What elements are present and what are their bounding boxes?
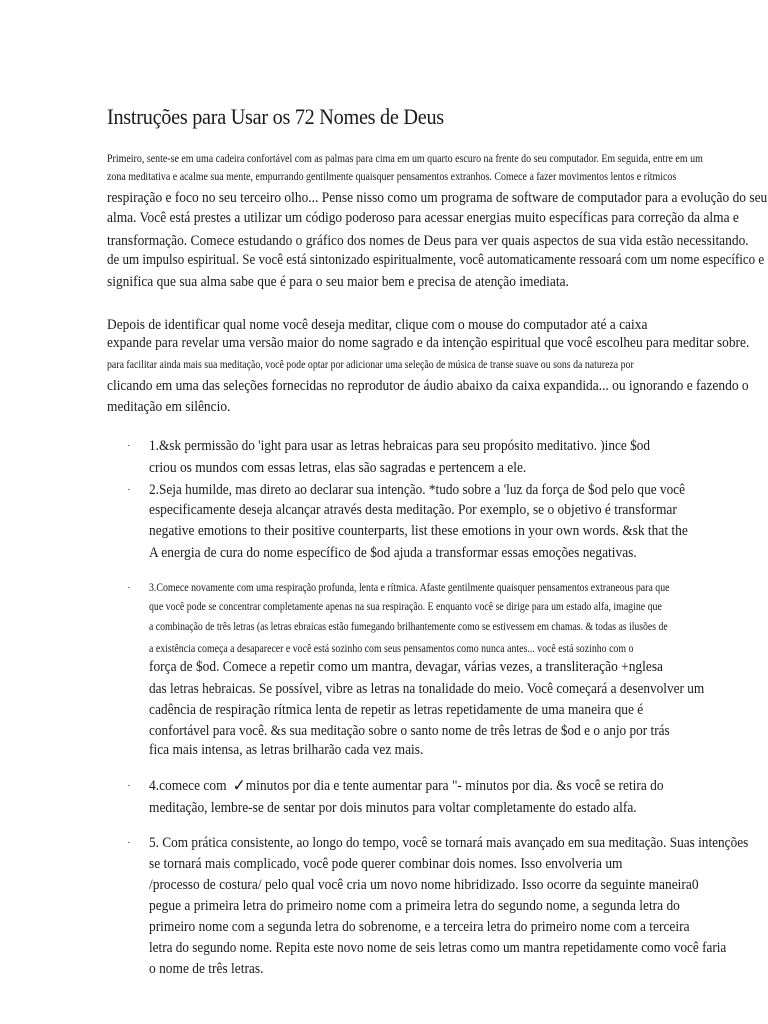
list-item-text: o nome de três letras. xyxy=(149,961,264,977)
text-line: respiração e foco no seu terceiro olho... Pense nisso como um programa de software de computador para a evolução do seu xyxy=(107,190,768,206)
list-item-text xyxy=(149,777,664,795)
list-item-text-part: minutos por dia e tente aumentar para "- minutos por dia. &s você se retira do xyxy=(245,778,664,794)
list-item-text-part: 4.comece com xyxy=(149,778,227,794)
list-item-text: /processo de costura/ pelo qual você cria um novo nome hibridizado. Isso ocorre da seguinte maneira0 xyxy=(149,877,699,893)
text-line: Depois de identificar qual nome você deseja meditar, clique com o mouse do computador até a caixa xyxy=(107,317,648,333)
list-bullet: · xyxy=(127,484,131,496)
text-line: clicando em uma das seleções fornecidas no reprodutor de áudio abaixo da caixa expandida... ou ignorando e fazendo o xyxy=(107,378,749,394)
list-item-text: 1.&sk permissão do 'ight para usar as letras hebraicas para seu propósito meditativo. )ince $od xyxy=(149,438,651,454)
list-item-text: cadência de respiração rítmica lenta de repetir as letras repetidamente de uma maneira que é xyxy=(149,702,644,718)
list-item-text: confortável para você. &s sua meditação sobre o santo nome de três letras de $od e o anjo por trás xyxy=(149,723,670,739)
list-item-text: que você pode se concentrar completamente apenas na sua respiração. E enquanto você se dirige para um estado alfa, imagine que xyxy=(149,601,662,613)
list-item-text: especificamente deseja alcançar através desta meditação. Por exemplo, se o objetivo é transformar xyxy=(149,502,677,518)
list-item-text: 3.Comece novamente com uma respiração profunda, lenta e rítmica. Afaste gentilmente quaisquer pensamentos extraneous para que xyxy=(149,582,670,594)
list-item-text: das letras hebraicas. Se possível, vibre as letras na tonalidade do meio. Você começará a desenvolver um xyxy=(149,681,705,697)
text-line: de um impulso espiritual. Se você está sintonizado espiritualmente, você automaticamente ressoará com um nome específico e xyxy=(107,252,765,268)
list-bullet: · xyxy=(127,582,131,594)
page-title: Instruções para Usar os 72 Nomes de Deus xyxy=(107,104,444,129)
text-line: significa que sua alma sabe que é para o seu maior bem e precisa de atenção imediata. xyxy=(107,274,569,290)
list-bullet: · xyxy=(127,780,131,792)
list-bullet: · xyxy=(127,837,131,849)
list-bullet: · xyxy=(127,440,131,452)
text-line: para facilitar ainda mais sua meditação, você pode optar por adicionar uma seleção de música de transe suave ou sons da natureza por xyxy=(107,359,634,371)
list-item-text: a existência começa a desaparecer e você está sozinho com seus pensamentos como nunca antes... você está sozinho com o xyxy=(149,643,634,655)
list-item-text: a combinação de três letras (as letras ebraicas estão fumegando brilhantemente como se estivessem em chamas. & todas as ilusões de xyxy=(149,621,668,633)
list-item-text: negative emotions to their positive counterparts, list these emotions in your own words. &sk that the xyxy=(149,523,688,539)
text-line: Primeiro, sente-se em uma cadeira confortável com as palmas para cima em um quarto escuro na frente do seu computador. Em seguida, entre em um xyxy=(107,153,703,165)
text-line: transformação. Comece estudando o gráfico dos nomes de Deus para ver quais aspectos de sua vida estão necessitando. xyxy=(107,233,749,249)
list-item-text: se tornará mais complicado, você pode querer combinar dois nomes. Isso envolveria um xyxy=(149,856,623,872)
list-item-text: A energia de cura do nome específico de $od ajuda a transformar essas emoções negativas. xyxy=(149,545,637,561)
list-item-text: meditação, lembre-se de sentar por dois minutos para voltar completamente do estado alfa. xyxy=(149,800,637,816)
text-line: expande para revelar uma versão maior do nome sagrado e da intenção espiritual que você escolheu para meditar sobre. xyxy=(107,335,750,351)
text-line: alma. Você está prestes a utilizar um código poderoso para acessar energias muito específicas para correção da alma e xyxy=(107,210,739,226)
text-line: meditação em silêncio. xyxy=(107,399,231,415)
list-item-text: criou os mundos com essas letras, elas são sagradas e pertencem a ele. xyxy=(149,460,527,476)
list-item-text: fica mais intensa, as letras brilharão cada vez mais. xyxy=(149,742,424,758)
list-item-text: força de $od. Comece a repetir como um mantra, devagar, várias vezes, a transliteração +nglesa xyxy=(149,659,664,675)
list-item-text: 5. Com prática consistente, ao longo do tempo, você se tornará mais avançado em sua meditação. Suas intenções xyxy=(149,835,749,851)
list-item-text: pegue a primeira letra do primeiro nome com a primeira letra do segundo nome, a segunda letra do xyxy=(149,898,680,914)
text-line: zona meditativa e acalme sua mente, empurrando gentilmente quaisquer pensamentos extranhos. Comece a fazer movimentos lentos e rítmicos xyxy=(107,171,677,183)
list-item-text: 2.Seja humilde, mas direto ao declarar sua intenção. *tudo sobre a 'luz da força de $od pelo que você xyxy=(149,482,686,498)
list-item-text: primeiro nome com a segunda letra do sobrenome, e a terceira letra do primeiro nome com a terceira xyxy=(149,919,690,935)
list-item-text: letra do segundo nome. Repita este novo nome de seis letras como um mantra repetidamente como você faria xyxy=(149,940,727,956)
checkmark-icon: ✓ xyxy=(232,776,246,795)
